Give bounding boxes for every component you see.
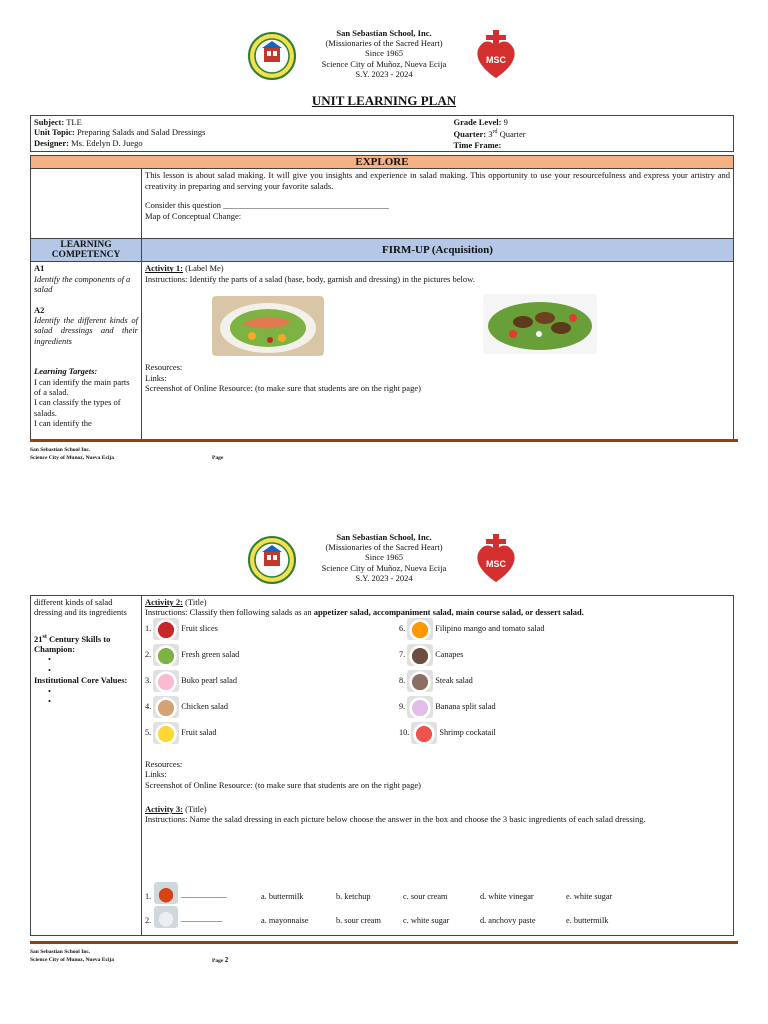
salad-item	[399, 644, 463, 666]
salad-item	[145, 644, 239, 666]
answer-blank[interactable]: ___________	[181, 890, 227, 899]
answer-blank[interactable]: __________	[181, 914, 223, 923]
competency-cell-p1	[31, 262, 142, 440]
dressing-number: 2.	[145, 916, 152, 925]
school-header	[0, 28, 768, 84]
activity2-resources: Resources:	[145, 759, 183, 769]
salad-thumbnail	[407, 670, 433, 692]
ingredient-choice: a. mayonnaise	[261, 916, 309, 925]
salad-item-name: Fruit slices	[181, 623, 218, 633]
school-since: Since 1965	[364, 48, 403, 59]
salad-thumbnail	[153, 696, 179, 718]
school-address: Science City of Muñoz, Nueva Ecija	[321, 58, 447, 69]
page-footer: San Sebastian School Inc. Science City of Munoz, Nueva Ecija Page	[30, 447, 224, 461]
activity3-instructions: Instructions: Name the salad dressing in each picture below choose the answer in the box and choose the 3 basic ingredients of each salad dressing.	[145, 814, 646, 825]
salad-item-number: 7.	[399, 649, 406, 659]
dressing-row	[145, 906, 730, 928]
plan-title: UNIT LEARNING PLAN	[311, 93, 457, 108]
salad-item-name: Fruit salad	[181, 727, 217, 737]
school-info: San Sebastian School, Inc. (Missionaries of the Sacred Heart) Since 1965 Science City of Muñoz, Nueva Ecija S.Y. 2023 - 2024	[321, 532, 447, 583]
a2-code: A2	[34, 304, 45, 315]
subject-value: TLE	[66, 117, 82, 127]
msc-logo	[470, 28, 522, 80]
school-year: S.Y. 2023 - 2024	[355, 68, 413, 79]
explore-map: Map of Conceptual Change:	[145, 210, 242, 221]
footer-rule	[30, 941, 738, 944]
activity1-screenshot-note: Screenshot of Online Resource: (to make sure that students are on the right page)	[145, 383, 421, 394]
school-seal-logo	[247, 536, 297, 584]
salad-item	[399, 618, 544, 640]
learning-targets-heading: Learning Targets:	[34, 366, 98, 377]
activities-cell	[142, 596, 734, 936]
dressing-thumbnail	[154, 882, 178, 904]
salad-thumbnail	[407, 618, 433, 640]
core-values-heading: Institutional Core Values:	[34, 675, 128, 686]
activity1-instructions: Instructions: Identify the parts of a salad (base, body, garnish and dressing) in the pictures below.	[145, 273, 475, 284]
salad-thumbnail	[153, 722, 179, 744]
salad-photo-salmon	[212, 296, 324, 356]
salad-item	[145, 618, 218, 640]
page-number: Page	[212, 455, 224, 461]
salad-thumbnail	[407, 644, 433, 666]
activity3-title: (Title)	[185, 804, 207, 814]
activity2-title: (Title)	[185, 597, 207, 607]
dressing-row	[145, 882, 730, 904]
salad-thumbnail	[153, 670, 179, 692]
activity3-label: Activity 3:	[145, 804, 184, 814]
learning-targets-continued: different kinds of salad dressing and its ingredients	[34, 597, 127, 618]
dressing-thumbnail	[154, 906, 178, 928]
school-seal-logo	[247, 32, 297, 80]
salad-item-name: Banana split salad	[435, 701, 496, 711]
msc-logo	[470, 532, 522, 584]
salad-item-name: Steak salad	[435, 675, 473, 685]
skills-heading: 21st Century Skills to Champion:	[34, 633, 111, 655]
salad-item-name: Chicken salad	[181, 701, 229, 711]
ingredient-choice: b. sour cream	[336, 916, 381, 925]
explore-intro: This lesson is about salad making. It will give you insights and experience in salad making. This opportunity to use your resourcefulness and express your artistry and creativity in preparing and serving your favorite salads.	[145, 170, 730, 191]
activity2-label: Activity 2:	[145, 597, 184, 607]
school-header	[0, 532, 768, 588]
page-number: Page 2	[212, 956, 229, 964]
ingredient-choice: e. white sugar	[566, 892, 613, 901]
activity2-links: Links:	[145, 769, 167, 780]
salad-thumbnail	[411, 722, 437, 744]
ingredient-choice: c. sour cream	[403, 892, 448, 901]
salad-photo-beef	[483, 294, 597, 354]
salad-item-number: 10.	[399, 727, 410, 737]
salad-item-name: Buko pearl salad	[181, 675, 237, 685]
page-1	[0, 0, 768, 480]
firmup-heading: FIRM-UP (Acquisition)	[142, 239, 734, 262]
plan-info-left: Subject: TLE Unit Topic: Preparing Salads and Salad Dressings Designer: Ms. Edelyn D. Juego	[31, 116, 451, 152]
salad-item	[399, 722, 496, 744]
quarter-value: 3rd Quarter	[488, 129, 526, 140]
a1-code: A1	[34, 263, 45, 274]
salad-item-number: 8.	[399, 675, 406, 685]
footer-rule	[30, 439, 738, 442]
salad-item-number: 6.	[399, 623, 406, 633]
svg-text:MSC: MSC	[486, 55, 506, 65]
explore-heading: EXPLORE	[31, 156, 734, 169]
activity1-label: Activity 1:	[145, 263, 184, 274]
salad-item-number: 9.	[399, 701, 406, 711]
ingredient-choice: a. buttermilk	[261, 892, 304, 901]
explore-left-cell	[31, 169, 142, 239]
a1-text: Identify the components of a salad	[34, 273, 131, 295]
salad-item-number: 4.	[145, 701, 152, 711]
ingredient-choice: b. ketchup	[336, 892, 371, 901]
school-info	[300, 28, 468, 79]
ingredient-choice: c. white sugar	[403, 916, 450, 925]
salad-thumbnail	[407, 696, 433, 718]
ingredient-choice: d. white vinegar	[480, 892, 534, 901]
salad-item-number: 3.	[145, 675, 152, 685]
salad-item	[145, 722, 217, 744]
activity1-cell	[142, 262, 734, 440]
activity2-instructions: Instructions: Classify then following salads as an appetizer salad, accompaniment salad, main course salad, or dessert salad.	[145, 607, 584, 618]
ingredient-choice: e. buttermilk	[566, 916, 609, 925]
explore-content	[142, 169, 734, 239]
activity2-screenshot-note: Screenshot of Online Resource: (to make sure that students are on the right page)	[145, 779, 421, 790]
activity1-title: (Label Me)	[185, 263, 224, 274]
salad-item-number: 1.	[145, 623, 152, 633]
page-footer: San Sebastian School Inc. Science City of Munoz, Nueva Ecija Page 2	[30, 949, 229, 964]
salad-item	[399, 670, 473, 692]
school-name: San Sebastian School, Inc.	[336, 28, 432, 38]
competency-heading: LEARNING COMPETENCY	[31, 239, 142, 262]
salad-thumbnail	[153, 644, 179, 666]
activity1-links: Links:	[145, 372, 167, 383]
salad-item	[399, 696, 496, 718]
salad-item	[145, 696, 228, 718]
a2-text: Identify the different kinds of salad dressings and their ingredients	[34, 315, 138, 346]
dressing-number: 1.	[145, 892, 152, 901]
grade-value: 9	[503, 117, 508, 127]
learning-targets-text: I can identify the main parts of a salad. I can classify the types of salads. I can identify the	[34, 376, 130, 429]
salad-item	[145, 670, 237, 692]
activity1-resources: Resources:	[145, 362, 183, 373]
topic-value: Preparing Salads and Salad Dressings	[77, 127, 206, 138]
ingredient-choice: d. anchovy paste	[480, 916, 536, 925]
competency-cell-p2: different kinds of salad dressing and its ingredients 21st Century Skills to Champion: • • Institutional Core Values: • •	[31, 596, 142, 936]
explore-question: Consider this question _______________________________________	[145, 200, 389, 211]
explore-table	[30, 155, 734, 440]
salad-item-name: Filipino mango and tomato salad	[435, 623, 545, 633]
designer-value: Ms. Edelyn D. Juego	[71, 137, 143, 148]
salad-item-number: 2.	[145, 649, 152, 659]
plan-info-table	[30, 115, 734, 152]
svg-text:MSC: MSC	[486, 559, 506, 569]
salad-item-name: Fresh green salad	[181, 649, 240, 659]
page-2	[0, 500, 768, 1024]
school-congregation: (Missionaries of the Sacred Heart)	[325, 38, 443, 49]
activities-table	[30, 595, 734, 936]
salad-item-name: Canapes	[435, 649, 464, 659]
salad-item-name: Shrimp cockatail	[439, 727, 496, 737]
salad-thumbnail	[153, 618, 179, 640]
salad-item-number: 5.	[145, 727, 152, 737]
plan-info-right: Grade Level: 9 Quarter: 3rd Quarter Time Frame:	[451, 116, 734, 152]
